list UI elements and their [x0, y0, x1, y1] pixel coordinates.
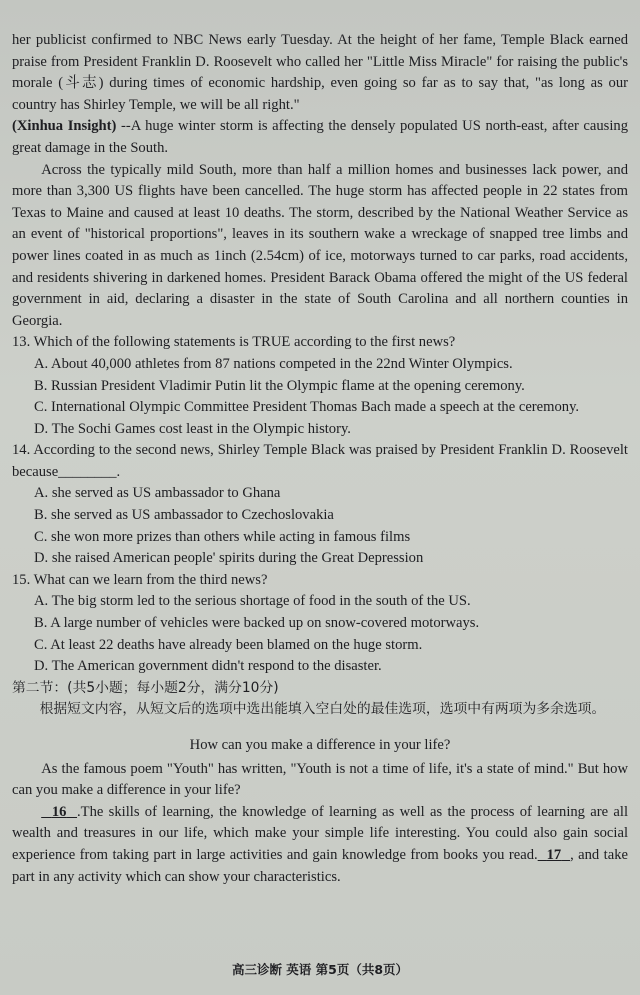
- option-c: C. At least 22 deaths have already been blamed on the huge storm.: [34, 636, 423, 653]
- page-footer: 高三诊断 英语 第5页（共8页）: [231, 962, 409, 978]
- option-b: B. Russian President Vladimir Putin lit the Olympic flame at the opening ceremony.: [34, 377, 525, 394]
- section-2-heading: 第二节：(共5小题；每小题2分，满分10分): [12, 679, 279, 696]
- passage-text-a: .The skills of learning, the knowledge of learning as well as the process of learning are all wealth and treasures in our life, which make your simple life interesting. You could also gain social experience from taking part in large activities and gain knowledge from books you read.: [12, 803, 628, 863]
- option-a: A. The big storm led to the serious shortage of food in the south of the US.: [34, 593, 471, 610]
- passage-title: How can you make a difference in your life?: [189, 737, 451, 753]
- question-14: [12, 440, 628, 570]
- question-15: [12, 570, 628, 678]
- passage-paragraph-1: As the famous poem "Youth" has written, "Youth is not a time of life, it's a state of mind." But how can you make a difference in your life?: [12, 760, 628, 799]
- option-d: D. she raised American people' spirits during the Great Depression: [34, 550, 424, 567]
- paragraph-shirley-temple: her publicist confirmed to NBC News early Tuesday. At the height of her fame, Temple Black earned praise from President Franklin D. Roosevelt who called her "Little Miss Miracle" for raising the public's morale (斗志) during times of economic hardship, even going so far as to say that, "as long as our country has Shirley Temple, we will be all right.": [12, 32, 628, 113]
- paragraph-xinhua: [12, 116, 628, 159]
- option-b: B. A large number of vehicles were backed up on snow-covered motorways.: [34, 615, 480, 632]
- blank-16: 16: [51, 803, 67, 820]
- passage-paragraph-2: [12, 802, 628, 888]
- option-d: D. The American government didn't respond to the disaster.: [34, 658, 382, 675]
- option-b: B. she served as US ambassador to Czechoslovakia: [34, 507, 334, 524]
- xinhua-tag: (Xinhua Insight): [12, 118, 117, 135]
- question-13: [12, 332, 628, 440]
- option-c: C. International Olympic Committee President Thomas Bach made a speech at the ceremony.: [34, 399, 580, 416]
- option-a: A. she served as US ambassador to Ghana: [34, 485, 281, 502]
- question-stem: 13. Which of the following statements is TRUE according to the first news?: [12, 334, 456, 351]
- option-a: A. About 40,000 athletes from 87 nations competed in the 22nd Winter Olympics.: [34, 355, 513, 372]
- option-c: C. she won more prizes than others while acting in famous films: [34, 528, 411, 545]
- xinhua-text: --A huge winter storm is affecting the densely populated US north-east, after causing great damage in the South.: [12, 118, 628, 156]
- question-stem: 15. What can we learn from the third news?: [12, 571, 268, 588]
- section-2-instruction: 根据短文内容，从短文后的选项中选出能填入空白处的最佳选项，选项中有两项为多余选项。: [39, 701, 606, 718]
- option-d: D. The Sochi Games cost least in the Olympic history.: [34, 420, 351, 437]
- question-stem: 14. According to the second news, Shirley Temple Black was praised by President Franklin D. Roosevelt because________.: [12, 442, 628, 480]
- paragraph-storm: Across the typically mild South, more than half a million homes and businesses lack power, and more than 3,300 US flights have been cancelled. The huge storm has affected people in 22 states from Texas to Maine and caused at least 10 deaths. The storm, described by the National Weather Service as an event of "historical proportions", leaves in its southern wake a wreckage of snapped tree limbs and power lines coated in as much as 1inch (2.54cm) of ice, motorways turned to car parks, road accidents, and residents shivering in darkened homes. President Barack Obama offered the might of the US federal government in aid, declaring a disaster in the state of South Carolina and all northern counties in Georgia.: [12, 161, 628, 329]
- passage-text-b: , and take part in any activity which can show your characteristics.: [12, 846, 628, 885]
- blank-17: 17: [546, 846, 562, 863]
